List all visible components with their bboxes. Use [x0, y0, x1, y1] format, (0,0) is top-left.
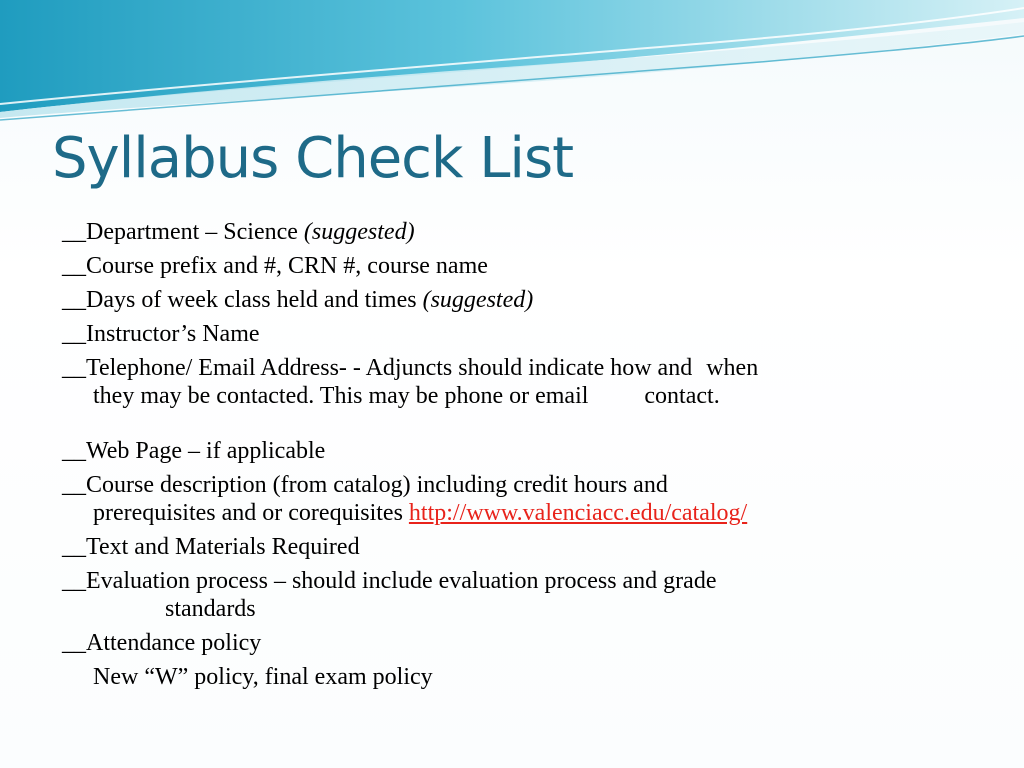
checkbox-blank: __	[62, 534, 86, 560]
checklist-item	[62, 629, 982, 657]
checkbox-blank: __	[62, 472, 86, 498]
checkbox-blank: __	[62, 355, 86, 381]
catalog-link[interactable]: http://www.valenciacc.edu/catalog/	[408, 500, 748, 526]
item-continuation	[93, 382, 982, 410]
item-text: Attendance policy	[86, 630, 262, 656]
item-note: (suggested)	[422, 287, 534, 313]
item-text: Text and Materials Required	[86, 534, 360, 560]
checklist-item	[62, 567, 982, 623]
checklist-item	[62, 354, 982, 410]
item-text: Course description (from catalog) including credit hours and	[86, 472, 668, 498]
checkbox-blank: __	[62, 630, 86, 656]
checkbox-blank: __	[62, 253, 86, 279]
checklist-item	[62, 218, 982, 246]
checklist-item	[62, 663, 982, 691]
item-continuation	[93, 499, 982, 527]
item-continuation-end: contact.	[644, 383, 720, 409]
item-text: Evaluation process – should include evaluation process and grade	[86, 568, 717, 594]
syllabus-checklist	[62, 218, 982, 697]
item-text-end: when	[706, 355, 759, 381]
slide-title: Syllabus Check List	[52, 126, 574, 191]
item-text: New “W” policy, final exam policy	[93, 664, 433, 690]
checklist-item	[62, 533, 982, 561]
item-note: (suggested)	[303, 219, 415, 245]
item-continuation: standards	[165, 596, 256, 622]
item-text: Telephone/ Email Address- - Adjuncts should indicate how and	[86, 355, 693, 381]
item-text: Web Page – if applicable	[86, 438, 326, 464]
header-wave-decoration	[0, 0, 1024, 130]
checkbox-blank: __	[62, 321, 86, 347]
checklist-item	[62, 437, 982, 465]
checkbox-blank: __	[62, 438, 86, 464]
checklist-item	[62, 286, 982, 314]
checkbox-blank: __	[62, 287, 86, 313]
checklist-item	[62, 252, 982, 280]
checklist-item	[62, 320, 982, 348]
item-continuation-text: they may be contacted. This may be phone or email	[93, 383, 589, 409]
item-text: Days of week class held and times	[86, 287, 423, 313]
item-text: Course prefix and #, CRN #, course name	[86, 253, 488, 279]
item-continuation-text: prerequisites and or corequisites	[93, 500, 409, 526]
checklist-item	[62, 471, 982, 527]
item-text: Instructor’s Name	[86, 321, 260, 347]
checkbox-blank: __	[62, 219, 86, 245]
item-text: Department – Science	[86, 219, 304, 245]
checkbox-blank: __	[62, 568, 86, 594]
